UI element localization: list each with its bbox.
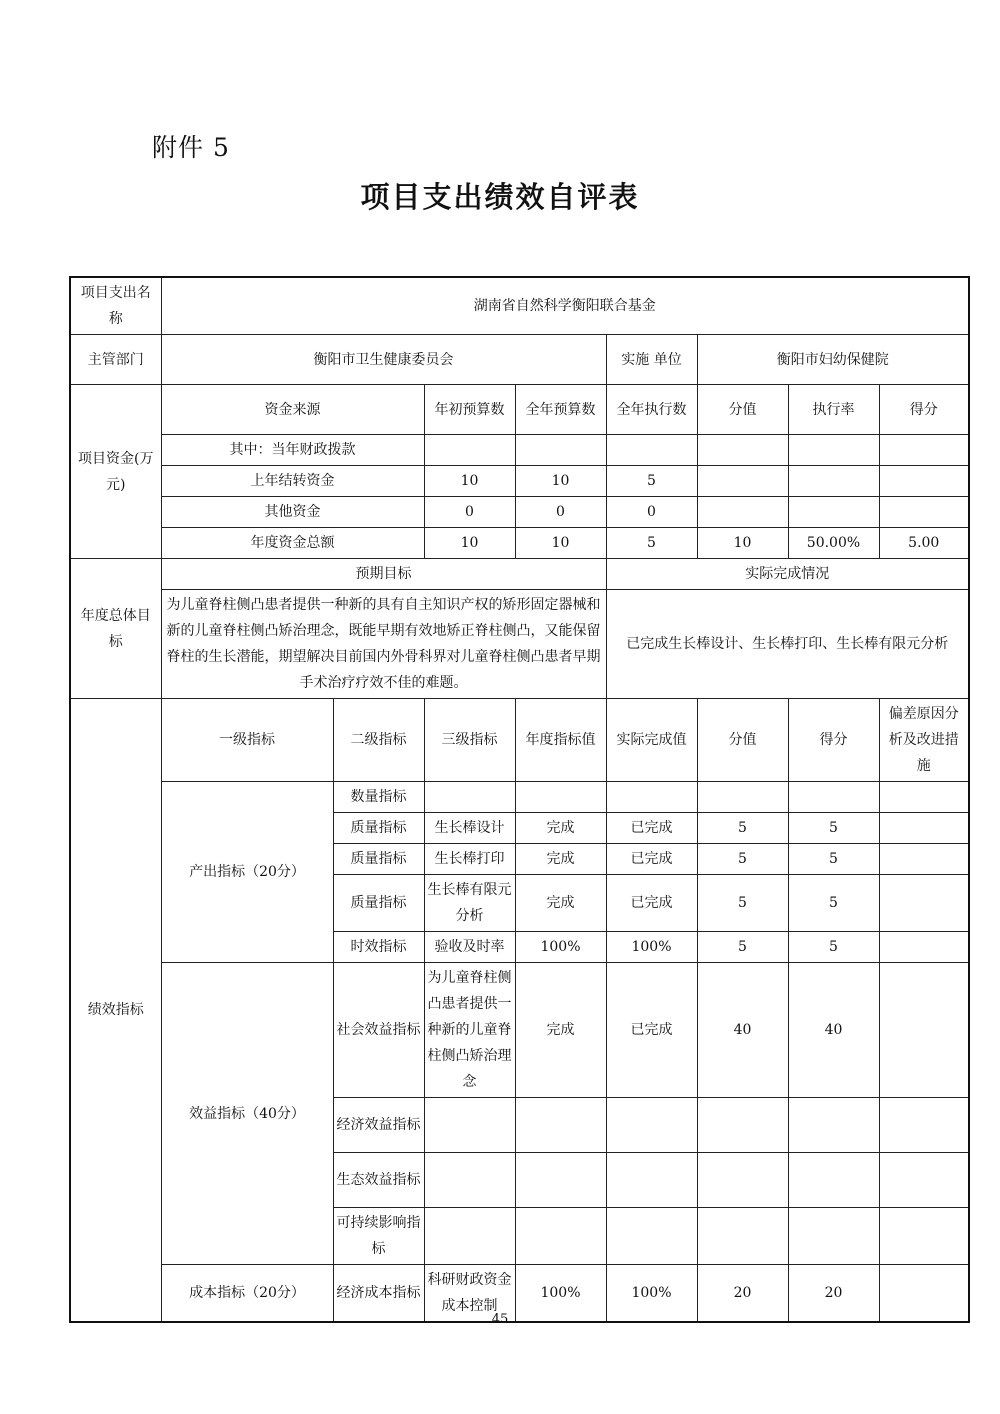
perf-cell: 5 <box>697 875 788 932</box>
perf-cell <box>424 782 515 813</box>
funds-source: 其中：当年财政拨款 <box>161 435 424 466</box>
funds-cell: 10 <box>697 528 788 559</box>
perf-cell <box>788 1153 879 1208</box>
funds-cell: 10 <box>515 528 606 559</box>
unit-value: 衡阳市妇幼保健院 <box>697 335 969 385</box>
perf-cell: 时效指标 <box>333 932 424 963</box>
perf-cell: 质量指标 <box>333 844 424 875</box>
funds-cell: 5 <box>606 466 697 497</box>
project-name-label: 项目支出名称 <box>70 277 161 335</box>
funds-cell <box>879 497 969 528</box>
perf-cell: 验收及时率 <box>424 932 515 963</box>
project-name-value: 湖南省自然科学衡阳联合基金 <box>161 277 969 335</box>
perf-cell: 生长棒有限元分析 <box>424 875 515 932</box>
funds-row <box>70 528 969 559</box>
perf-cell: 20 <box>697 1265 788 1323</box>
funds-cell <box>788 435 879 466</box>
perf-cell: 100% <box>606 1265 697 1323</box>
perf-cell <box>788 1208 879 1265</box>
attachment-label: 附件 5 <box>152 133 230 162</box>
perf-cell: 40 <box>788 963 879 1098</box>
perf-label: 绩效指标 <box>70 699 161 1323</box>
perf-cell: 可持续影响指标 <box>333 1208 424 1265</box>
perf-cell: 已完成 <box>606 844 697 875</box>
perf-cell: 已完成 <box>606 813 697 844</box>
perf-cell: 社会效益指标 <box>333 963 424 1098</box>
dept-value: 衡阳市卫生健康委员会 <box>161 335 606 385</box>
perf-cell: 生长棒设计 <box>424 813 515 844</box>
perf-cell: 完成 <box>515 875 606 932</box>
funds-cell <box>879 435 969 466</box>
perf-cell: 已完成 <box>606 963 697 1098</box>
perf-cell: 完成 <box>515 813 606 844</box>
perf-cell: 5 <box>788 813 879 844</box>
row-perf-header <box>70 699 969 782</box>
funds-row <box>70 435 969 466</box>
perf-cell: 经济效益指标 <box>333 1098 424 1153</box>
funds-cell <box>697 497 788 528</box>
perf-cell <box>606 1208 697 1265</box>
funds-cell: 0 <box>606 497 697 528</box>
row-department <box>70 335 969 385</box>
perf-cell: 5 <box>788 875 879 932</box>
funds-cell: 10 <box>424 528 515 559</box>
perf-cell: 经济成本指标 <box>333 1265 424 1323</box>
row-goals-header <box>70 559 969 590</box>
funds-header-annual: 全年预算数 <box>515 385 606 435</box>
perf-cell: 100% <box>515 932 606 963</box>
perf-cell: 数量指标 <box>333 782 424 813</box>
perf-cell <box>879 782 969 813</box>
perf-cell <box>879 963 969 1098</box>
perf-header-weight: 分值 <box>697 699 788 782</box>
perf-cell: 5 <box>788 844 879 875</box>
page-title: 项目支出绩效自评表 <box>360 180 640 214</box>
perf-cell <box>606 1098 697 1153</box>
perf-cell: 科研财政资金成本控制 <box>424 1265 515 1323</box>
perf-header-score: 得分 <box>788 699 879 782</box>
perf-cell <box>424 1153 515 1208</box>
funds-header-score: 得分 <box>879 385 969 435</box>
perf-cell <box>879 1153 969 1208</box>
perf-cell: 20 <box>788 1265 879 1323</box>
goals-actual-header: 实际完成情况 <box>606 559 969 590</box>
table-row <box>70 782 969 813</box>
goals-actual-text: 已完成生长棒设计、生长棒打印、生长棒有限元分析 <box>606 590 969 699</box>
row-funds-header <box>70 385 969 435</box>
funds-cell: 10 <box>424 466 515 497</box>
perf-cell <box>697 1208 788 1265</box>
perf-cell <box>879 875 969 932</box>
funds-cell <box>424 435 515 466</box>
funds-cell: 0 <box>424 497 515 528</box>
perf-cell <box>879 813 969 844</box>
perf-header-target: 年度指标值 <box>515 699 606 782</box>
table-row <box>70 963 969 1098</box>
perf-cell: 5 <box>788 932 879 963</box>
perf-cell <box>606 782 697 813</box>
funds-cell: 10 <box>515 466 606 497</box>
perf-cell: 已完成 <box>606 875 697 932</box>
funds-cell: 5.00 <box>879 528 969 559</box>
perf-cell: 质量指标 <box>333 813 424 844</box>
perf-cell <box>424 1208 515 1265</box>
funds-cell: 5 <box>606 528 697 559</box>
perf-cell <box>879 932 969 963</box>
funds-header-rate: 执行率 <box>788 385 879 435</box>
perf-cell <box>515 1208 606 1265</box>
perf-cell: 100% <box>515 1265 606 1323</box>
perf-cell: 5 <box>697 813 788 844</box>
perf-cell: 5 <box>697 844 788 875</box>
benefit-level1: 效益指标（40分） <box>161 963 333 1265</box>
perf-cell <box>424 1098 515 1153</box>
funds-cell <box>879 466 969 497</box>
unit-label: 实施 单位 <box>606 335 697 385</box>
perf-cell <box>879 1098 969 1153</box>
funds-source: 上年结转资金 <box>161 466 424 497</box>
perf-cell <box>697 1098 788 1153</box>
output-level1: 产出指标（20分） <box>161 782 333 963</box>
funds-cell <box>697 466 788 497</box>
perf-header-level3: 三级指标 <box>424 699 515 782</box>
perf-cell: 40 <box>697 963 788 1098</box>
funds-header-source: 资金来源 <box>161 385 424 435</box>
perf-cell: 生长棒打印 <box>424 844 515 875</box>
goals-expected-header: 预期目标 <box>161 559 606 590</box>
perf-cell: 生态效益指标 <box>333 1153 424 1208</box>
funds-cell <box>788 497 879 528</box>
perf-cell <box>606 1153 697 1208</box>
perf-cell <box>697 1153 788 1208</box>
perf-cell <box>879 1208 969 1265</box>
funds-source: 年度资金总额 <box>161 528 424 559</box>
perf-cell <box>788 782 879 813</box>
perf-cell: 完成 <box>515 844 606 875</box>
row-project-name <box>70 277 969 335</box>
cost-level1: 成本指标（20分） <box>161 1265 333 1323</box>
perf-cell <box>879 844 969 875</box>
perf-cell: 为儿童脊柱侧凸患者提供一种新的儿童脊柱侧凸矫治理念 <box>424 963 515 1098</box>
perf-cell <box>515 1153 606 1208</box>
funds-header-initial: 年初预算数 <box>424 385 515 435</box>
perf-cell <box>515 782 606 813</box>
dept-label: 主管部门 <box>70 335 161 385</box>
funds-label: 项目资金(万元) <box>70 385 161 559</box>
funds-source: 其他资金 <box>161 497 424 528</box>
funds-cell <box>515 435 606 466</box>
perf-cell: 完成 <box>515 963 606 1098</box>
performance-table <box>69 276 970 1323</box>
row-goals-content <box>70 590 969 699</box>
funds-cell: 0 <box>515 497 606 528</box>
goals-label: 年度总体目标 <box>70 559 161 699</box>
perf-cell: 5 <box>697 932 788 963</box>
funds-header-executed: 全年执行数 <box>606 385 697 435</box>
funds-header-weight: 分值 <box>697 385 788 435</box>
funds-cell <box>788 466 879 497</box>
perf-header-level2: 二级指标 <box>333 699 424 782</box>
perf-cell <box>788 1098 879 1153</box>
perf-cell: 质量指标 <box>333 875 424 932</box>
perf-cell <box>515 1098 606 1153</box>
perf-cell <box>697 782 788 813</box>
perf-cell: 100% <box>606 932 697 963</box>
funds-cell: 50.00% <box>788 528 879 559</box>
funds-cell <box>697 435 788 466</box>
page-number: 45 <box>491 1312 509 1327</box>
perf-header-level1: 一级指标 <box>161 699 333 782</box>
funds-row <box>70 466 969 497</box>
funds-row <box>70 497 969 528</box>
perf-header-deviation: 偏差原因分析及改进措施 <box>879 699 969 782</box>
perf-header-actual: 实际完成值 <box>606 699 697 782</box>
funds-cell <box>606 435 697 466</box>
goals-expected-text: 为儿童脊柱侧凸患者提供一种新的具有自主知识产权的矫形固定器械和新的儿童脊柱侧凸矫治理念，既能早期有效地矫正脊柱侧凸，又能保留脊柱的生长潜能，期望解决目前国内外骨科界对儿童脊柱侧凸患者早期手术治疗疗效不佳的难题。 <box>161 590 606 699</box>
